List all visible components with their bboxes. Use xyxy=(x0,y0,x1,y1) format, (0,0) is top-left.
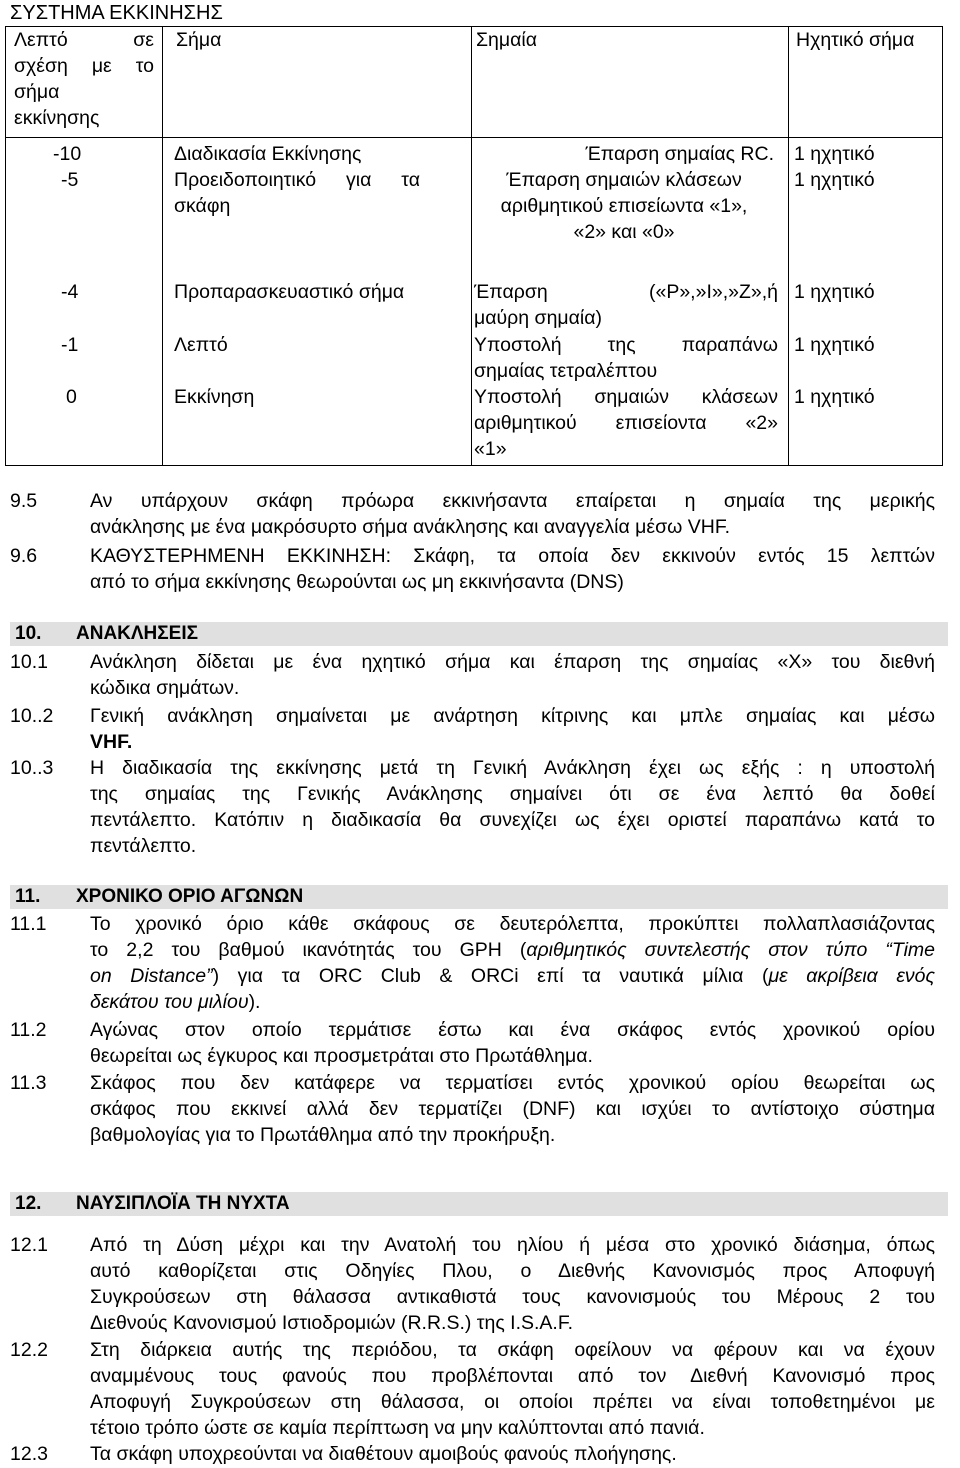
row-minute: 0 xyxy=(66,386,77,408)
para-12-1 xyxy=(90,1232,935,1336)
row-flag-line: Έπαρση σημαιών κλάσεων xyxy=(506,169,742,191)
para-10-2 xyxy=(90,703,935,755)
header-signal: Σήμα xyxy=(176,29,222,51)
para-text-run: το 2,2 του βαθμού ικανότητάς του GPH ( xyxy=(90,939,527,961)
para-line: ανάκλησης με ένα μακρόσυρτο σήμα ανάκλησης και αναγγελία μέσω VHF. xyxy=(90,516,731,538)
header-minute-line: Λεπτό σε xyxy=(14,29,154,51)
para-text-italic: αριθμητικός συντελεστής στον τύπο “Time xyxy=(526,939,935,961)
para-line: Το χρονικό όριο κάθε σκάφους σε δευτερόλεπτα, προκύπτει πολλαπλασιάζοντας xyxy=(90,913,935,935)
start-system-table xyxy=(5,26,943,466)
para-12-3 xyxy=(90,1441,935,1467)
row-minute: -4 xyxy=(61,281,79,303)
row-flag-line: αριθμητικού επισείοντα «2» xyxy=(474,412,778,434)
row-flag-line: μαύρη σημαία) xyxy=(474,307,603,329)
para-text-italic: με ακρίβεια ενός xyxy=(768,965,935,987)
para-line: κώδικα σημάτων. xyxy=(90,677,240,699)
para-11-1 xyxy=(90,911,935,1015)
header-minute-line: σχέση με το xyxy=(14,55,154,77)
para-line: Η διαδικασία της εκκίνησης μετά τη Γενική Ανάκληση έχει ως εξής : η υποστολή xyxy=(90,757,935,779)
para-line: Από τη Δύση μέχρι και την Ανατολή του ηλίου ή μέσα στο χρονικό διάσημα, όπως xyxy=(90,1234,935,1256)
para-number: 11.3 xyxy=(10,1072,47,1094)
para-line: ΚΑΘΥΣΤΕΡΗΜΕΝΗ ΕΚΚΙΝΗΣΗ: Σκάφη, τα οποία δεν εκκινούν εντός 15 λεπτών xyxy=(90,545,935,567)
para-number: 11.1 xyxy=(10,913,47,935)
page-title: ΣΥΣΤΗΜΑ ΕΚΚΙΝΗΣΗΣ xyxy=(10,2,223,24)
para-number: 9.5 xyxy=(10,490,38,512)
row-flag xyxy=(474,279,778,331)
row-flag xyxy=(474,332,778,384)
section-title: ΑΝΑΚΛΗΣΕΙΣ xyxy=(76,623,199,644)
section-title: ΝΑΥΣΙΠΛΟΪΑ ΤΗ ΝΥΧΤΑ xyxy=(76,1193,290,1214)
row-flag-line: αριθμητικού επισείωντα «1», xyxy=(500,195,748,217)
para-number: 9.6 xyxy=(10,545,38,567)
row-flag-line: Υποστολή της παραπάνω xyxy=(474,334,778,356)
para-line: VHF. xyxy=(90,731,133,753)
para-line: Αγώνας στον οποίο τερμάτισε έστω και ένα σκάφος εντός χρονικού ορίου xyxy=(90,1019,935,1041)
row-signal-line: Προειδοποιητικό για τα xyxy=(174,169,420,191)
para-line: βαθμολογίας για το Πρωτάθλημα από την προκήρυξη. xyxy=(90,1124,556,1146)
para-line: Στη διάρκεια αυτής της περιόδου, τα σκάφη οφείλουν να φέρουν και να έχουν xyxy=(90,1339,935,1361)
table-col-divider xyxy=(162,27,163,465)
row-signal: Διαδικασία Εκκίνησης xyxy=(174,143,362,165)
para-line: Ανάκληση δίδεται με ένα ηχητικό σήμα και έπαρση της σημαίας «X» του διεθνή xyxy=(90,651,935,673)
section-number: 10. xyxy=(15,623,42,644)
table-row-divider xyxy=(6,137,942,138)
para-text-run: ) για τα ORC Club & ORCi επί τα ναυτικά μίλια ( xyxy=(212,965,769,987)
row-flag-line: σημαίας τετραλέπτου xyxy=(474,360,658,382)
para-number: 12.3 xyxy=(10,1443,48,1465)
para-11-3 xyxy=(90,1070,935,1148)
para-number: 12.2 xyxy=(10,1339,48,1361)
row-sound: 1 ηχητικό xyxy=(794,169,875,191)
row-sound: 1 ηχητικό xyxy=(794,386,875,408)
para-10-3 xyxy=(90,755,935,859)
para-line: Διεθνούς Κανονισμού Ιστιοδρομιών (R.R.S.) της I.S.A.F. xyxy=(90,1312,574,1334)
header-minute-line: σήμα xyxy=(14,81,60,103)
para-9-5 xyxy=(90,488,935,540)
section-number: 11. xyxy=(15,886,41,907)
para-line xyxy=(90,937,935,963)
para-number: 12.1 xyxy=(10,1234,48,1256)
para-number: 11.2 xyxy=(10,1019,47,1041)
row-flag xyxy=(474,167,774,245)
para-line: θεωρείται ως έγκυρος και προσμετράται στο Πρωτάθλημα. xyxy=(90,1045,593,1067)
para-12-2 xyxy=(90,1337,935,1441)
table-col-divider xyxy=(788,27,789,465)
para-number: 10..2 xyxy=(10,705,54,727)
row-minute: -10 xyxy=(53,143,82,165)
para-text-italic: on Distance” xyxy=(90,965,213,987)
row-flag-line: Υποστολή σημαιών κλάσεων xyxy=(474,386,778,408)
header-flag: Σημαία xyxy=(476,29,538,51)
para-line: της σημαίας της Γενικής Ανάκλησης σημαίνει ότι σε ένα λεπτό θα δοθεί xyxy=(90,783,935,805)
para-line: Συγκρούσεων στη θάλασσα αντικαθιστά τους κανονισμούς του Μέρους 2 του xyxy=(90,1286,935,1308)
row-signal xyxy=(174,167,420,219)
para-10-1 xyxy=(90,649,935,701)
row-minute: -5 xyxy=(61,169,79,191)
row-signal: Προπαρασκευαστικό σήμα xyxy=(174,281,405,303)
para-line: αναμμένους τους φανούς που προβλέπονται από τον Διεθνή Κανονισμό προς xyxy=(90,1365,935,1387)
para-line: Γενική ανάκληση σημαίνεται με ανάρτηση κίτρινης και μπλε σημαίας και μέσω xyxy=(90,705,935,727)
row-signal-line: σκάφη xyxy=(174,195,231,217)
row-flag xyxy=(474,384,778,462)
row-minute: -1 xyxy=(61,334,79,356)
para-line: από το σήμα εκκίνησης θεωρούνται ως μη εκκινήσαντα (DNS) xyxy=(90,571,624,593)
header-sound: Ηχητικό σήμα xyxy=(796,29,915,51)
row-flag-line: «2» και «0» xyxy=(573,221,675,243)
para-text-run: ). xyxy=(248,991,261,1013)
para-9-6 xyxy=(90,543,935,595)
para-line: τέτοιο τρόπο ώστε σε καμία περίπτωση να μην καλύπτονται από πανιά. xyxy=(90,1417,705,1439)
row-flag-line: «1» xyxy=(474,438,507,460)
section-number: 12. xyxy=(15,1193,42,1214)
row-sound: 1 ηχητικό xyxy=(794,281,875,303)
para-line: Αποφυγή Συγκρούσεων στη θάλασσα, οι οποίοι πρέπει να είναι τοποθετημένοι με xyxy=(90,1391,935,1413)
row-sound: 1 ηχητικό xyxy=(794,334,875,356)
para-line xyxy=(90,963,935,989)
para-number: 10.1 xyxy=(10,651,48,673)
para-line: σκάφος που εκκινεί αλλά δεν τερματίζει (DNF) και ισχύει το αντίστοιχο σύστημα xyxy=(90,1098,935,1120)
table-col-divider xyxy=(471,27,472,465)
para-line: πεντάλεπτο. xyxy=(90,835,197,857)
para-line xyxy=(90,989,935,1015)
section-12-heading xyxy=(10,1192,948,1216)
row-flag: Έπαρση σημαίας RC. xyxy=(585,143,774,165)
para-line: Αν υπάρχουν σκάφη πρόωρα εκκινήσαντα επαίρεται η σημαία της μερικής xyxy=(90,490,935,512)
section-title: ΧΡΟΝΙΚΟ ΟΡΙΟ ΑΓΩΝΩΝ xyxy=(76,886,304,907)
para-line: Σκάφος που δεν κατάφερε να τερματίσει εντός χρονικού ορίου θεωρείται ως xyxy=(90,1072,935,1094)
section-10-heading xyxy=(10,622,948,646)
para-line: αυτό καθορίζεται στις Οδηγίες Πλου, ο Διεθνής Κανονισμός προς Αποφυγή xyxy=(90,1260,935,1282)
row-flag-line: Έπαρση («P»,»I»,»Z»,ή xyxy=(474,281,778,303)
header-minute-line: εκκίνησης xyxy=(14,107,100,129)
para-text-italic: δεκάτου του μιλίου xyxy=(90,991,249,1013)
para-line: πεντάλεπτο. Κατόπιν η διαδικασία θα συνεχίζει ως έχει οριστεί παραπάνω κατά το xyxy=(90,809,935,831)
row-signal: Λεπτό xyxy=(174,334,228,356)
row-sound: 1 ηχητικό xyxy=(794,143,875,165)
row-signal: Εκκίνηση xyxy=(174,386,255,408)
para-number: 10..3 xyxy=(10,757,54,779)
header-minute xyxy=(14,27,154,131)
para-11-2 xyxy=(90,1017,935,1069)
para-line: Τα σκάφη υποχρεούνται να διαθέτουν αμοιβούς φανούς πλοήγησης. xyxy=(90,1443,677,1465)
section-11-heading xyxy=(10,885,948,909)
